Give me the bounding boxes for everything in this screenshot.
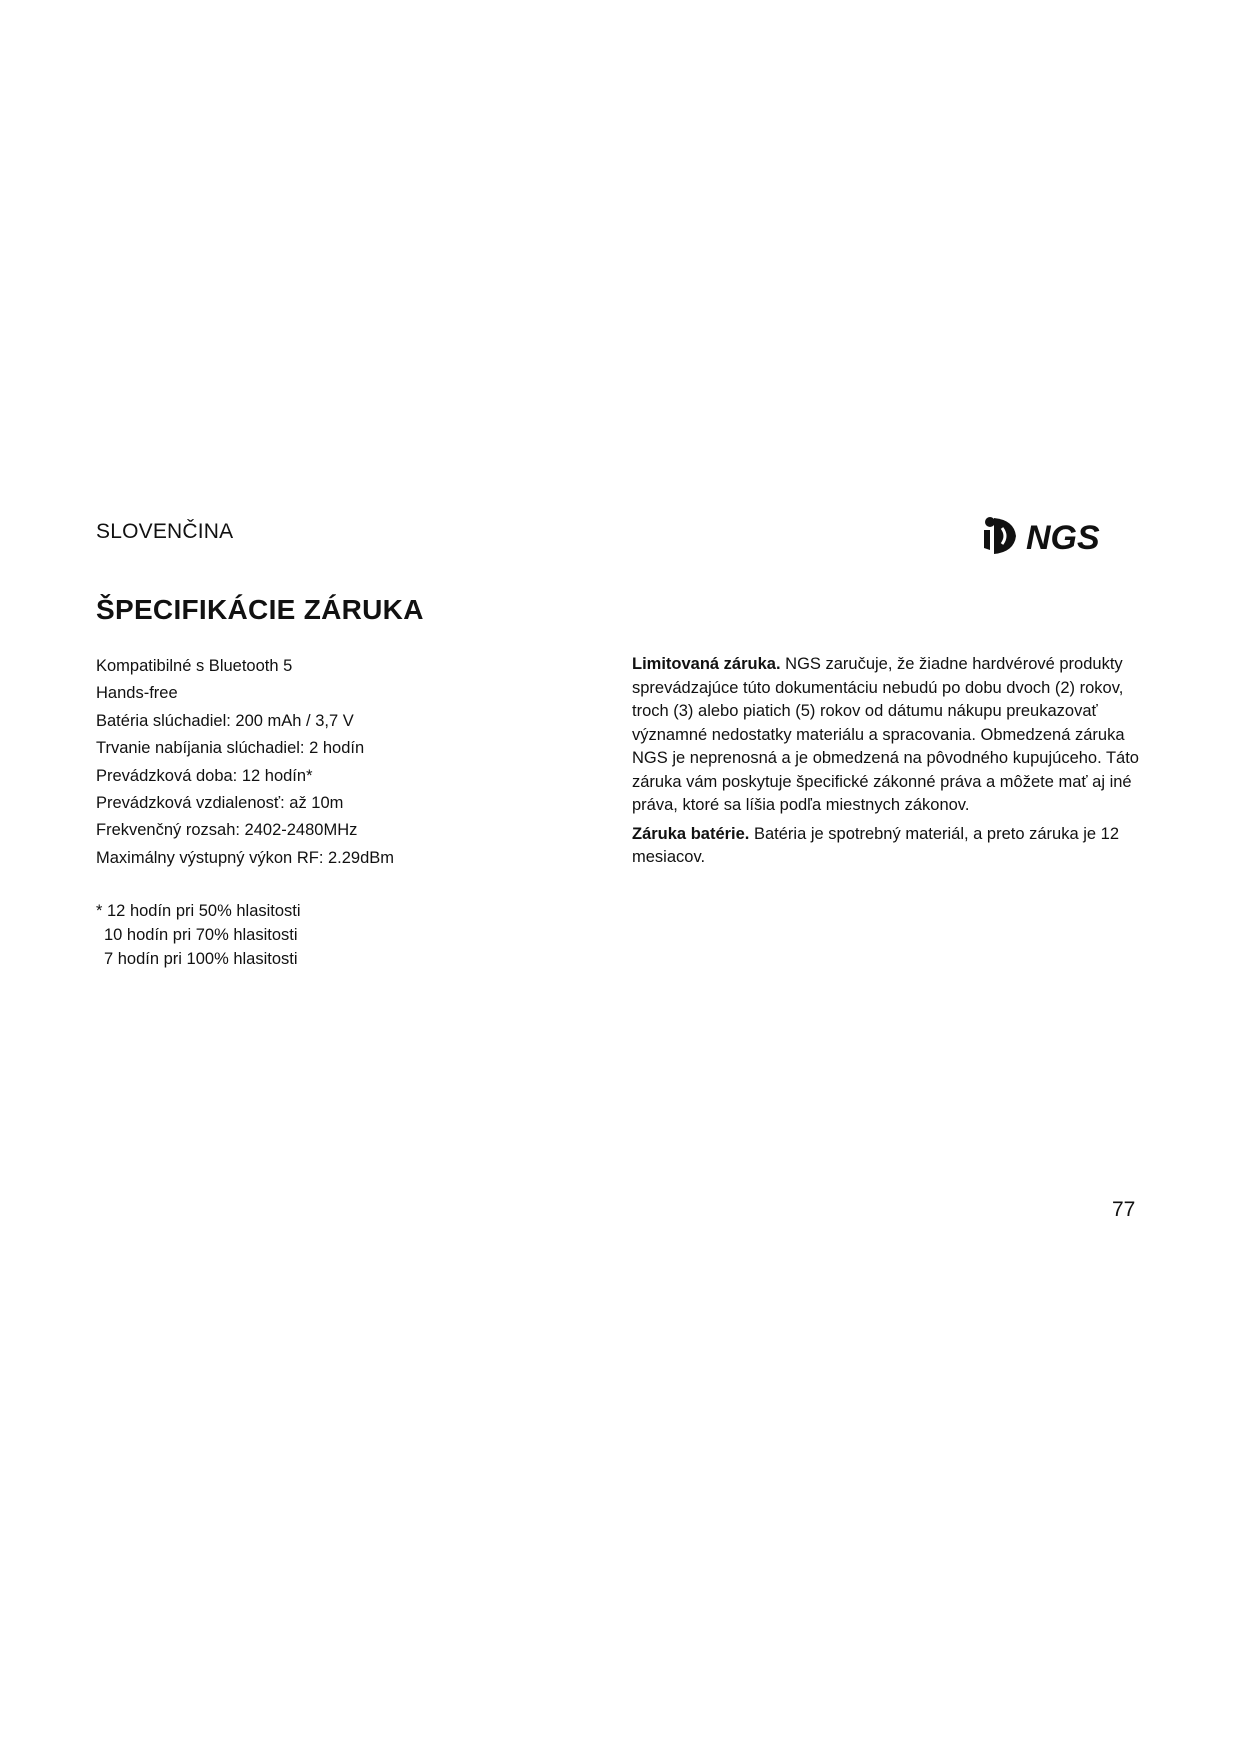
spec-item: Trvanie nabíjania slúchadiel: 2 hodín: [96, 739, 365, 758]
limited-warranty-title: Limitovaná záruka.: [632, 655, 781, 673]
ngs-logo: [980, 510, 1142, 558]
battery-warranty-paragraph: [632, 823, 1152, 870]
spec-item: Maximálny výstupný výkon RF: 2.29dBm: [96, 848, 395, 867]
warranty-section: [632, 653, 1152, 875]
spec-item: Prevádzková vzdialenosť: až 10m: [96, 793, 344, 812]
spec-item: Batéria slúchadiel: 200 mAh / 3,7 V: [96, 711, 354, 730]
limited-warranty-paragraph: [632, 653, 1152, 818]
spec-item: Frekvenčný rozsah: 2402-2480MHz: [96, 821, 358, 840]
spec-item: Hands-free: [96, 684, 178, 703]
battery-warranty-title: Záruka batérie.: [632, 824, 750, 843]
ngs-logo-icon: [980, 510, 1142, 558]
spec-list: [96, 653, 576, 872]
logo-wordmark: NGS: [1026, 519, 1100, 557]
footnote-line: 10 hodín pri 70% hlasitosti: [104, 926, 298, 944]
battery-footnote: [96, 899, 301, 971]
footnote-line: 7 hodín pri 100% hlasitosti: [104, 950, 298, 968]
limited-warranty-text: NGS zaručuje, že žiadne hardvérové produkty sprevádzajúce túto dokumentáciu nebudú po dobu dvoch (2) rokov, troch (3) alebo piatich (5) rokov od dátumu nákupu preukazovať významné nedostatky materiálu a spracovania. Obmedzená záruka NGS je neprenosná a je obmedzená na pôvodného kupujúceho. Táto záruka vám poskytuje špecifické zákonné práva a môžete mať aj iné práva, ktoré sa líšia podľa miestnych zákonov.: [632, 655, 1139, 814]
battery-warranty-text: Batéria je spotrebný materiál, a preto záruka je 12 mesiacov.: [632, 824, 1120, 866]
page-number: 77: [1112, 1198, 1136, 1221]
language-label: SLOVENČINA: [96, 520, 234, 543]
spec-item: Prevádzková doba: 12 hodín*: [96, 766, 313, 785]
spec-item: Kompatibilné s Bluetooth 5: [96, 657, 293, 675]
page-title: ŠPECIFIKÁCIE ZÁRUKA: [96, 594, 424, 625]
footnote-line: * 12 hodín pri 50% hlasitosti: [96, 902, 301, 920]
